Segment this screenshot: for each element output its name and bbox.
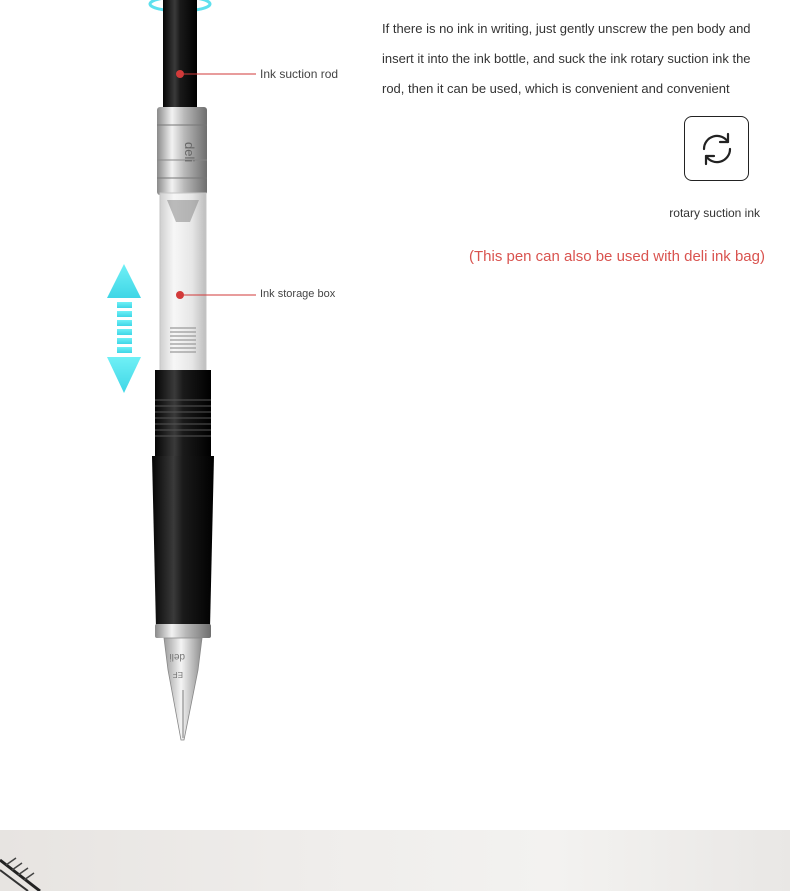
suction-rod xyxy=(163,0,197,108)
ink-suction-rod-label: Ink suction rod xyxy=(260,67,339,81)
notebook-corner xyxy=(0,830,790,891)
rotate-icon xyxy=(697,129,737,169)
metal-connector xyxy=(157,107,207,195)
double-arrow-icon xyxy=(107,264,141,393)
grip-section xyxy=(152,456,214,628)
rotate-icon-box xyxy=(684,116,749,181)
threaded-section xyxy=(155,370,211,458)
rotary-suction-caption: rotary suction ink xyxy=(669,206,760,220)
bottom-product-photo xyxy=(0,830,790,891)
fountain-pen-illustration xyxy=(0,0,380,760)
nib-ring xyxy=(155,624,211,638)
nib-brand-mark: deli xyxy=(169,651,185,662)
spring xyxy=(170,328,196,352)
ink-bag-note: (This pen can also be used with deli ink bag) xyxy=(468,248,765,265)
pen-brand-mark: deli xyxy=(182,142,197,163)
nib-size-mark: EF xyxy=(172,670,183,679)
ink-storage-box-label: Ink storage box xyxy=(260,288,336,300)
usage-description: If there is no ink in writing, just gently unscrew the pen body and insert it into the ink bottle, and suck the ink rotary suction ink the rod, then it can be used, which is convenient and convenient xyxy=(382,21,751,96)
